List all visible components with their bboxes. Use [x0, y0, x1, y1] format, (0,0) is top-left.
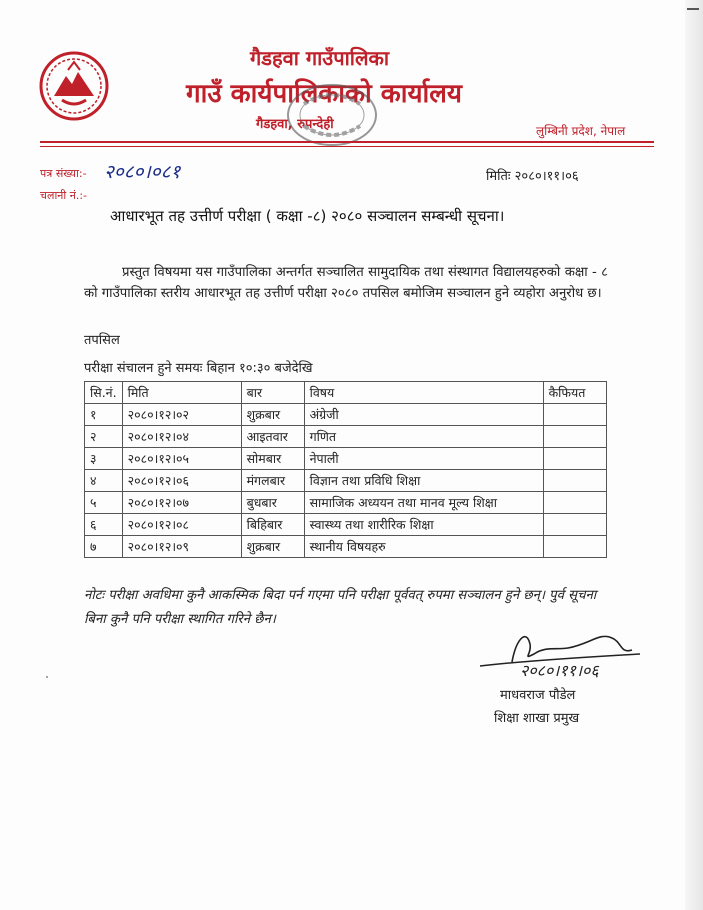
- cell-day: सोमबार: [241, 448, 304, 470]
- cell-serial: ६: [85, 514, 123, 536]
- cell-subject: स्वास्थ्य तथा शारीरिक शिक्षा: [304, 514, 543, 536]
- signatory-name: माधवराज पौडेल: [500, 688, 576, 703]
- cell-subject: गणित: [304, 426, 543, 448]
- cell-remarks: [543, 448, 606, 470]
- province-name: लुम्बिनी प्रदेश, नेपाल: [536, 124, 626, 138]
- col-date: मिति: [122, 382, 241, 404]
- cell-date: २०८०।१२।०२: [122, 404, 241, 426]
- cell-serial: ३: [85, 448, 123, 470]
- table-row: [85, 448, 607, 470]
- cell-date: २०८०।१२।०९: [122, 536, 241, 558]
- cell-subject: विज्ञान तथा प्रविधि शिक्षा: [304, 470, 543, 492]
- cell-date: २०८०।१२।०६: [122, 470, 241, 492]
- header-rule: [40, 141, 654, 143]
- letter-subject: आधारभूत तह उत्तीर्ण परीक्षा ( कक्षा -८) २०८० सञ्चालन सम्बन्धी सूचना।: [110, 207, 505, 225]
- table-row: [85, 470, 607, 492]
- cell-day: बुधबार: [241, 492, 304, 514]
- cell-remarks: [543, 492, 606, 514]
- col-remarks: कैफियत: [543, 382, 606, 404]
- scan-speck: [46, 676, 48, 678]
- header-rule-thin: [40, 146, 654, 147]
- cell-remarks: [543, 536, 606, 558]
- reference-label: पत्र संख्या:-: [40, 167, 87, 180]
- cell-day: शुक्रबार: [241, 404, 304, 426]
- cell-serial: ५: [85, 492, 123, 514]
- details-heading: तपसिल: [84, 333, 120, 348]
- cell-date: २०८०।१२।०५: [122, 448, 241, 470]
- table-row: [85, 426, 607, 448]
- table-header-row: [85, 382, 607, 404]
- table-row: [85, 514, 607, 536]
- col-serial: सि.नं.: [85, 382, 123, 404]
- dispatch-label: चलानी नं.:-: [40, 189, 88, 202]
- cell-day: शुक्रबार: [241, 536, 304, 558]
- cell-subject: नेपाली: [304, 448, 543, 470]
- notice-note: नोटः परीक्षा अवधिमा कुनै आकस्मिक बिदा पर्न गएमा पनि परीक्षा पूर्ववत् रुपमा सञ्चालन हुने छन्। पुर्व सूचना बिना कुनै पनि परीक्षा स्थागित गरिने छैन।: [84, 588, 597, 627]
- cell-subject: अंग्रेजी: [304, 404, 543, 426]
- signature-icon: [472, 610, 652, 690]
- office-stamp-icon: [282, 80, 382, 150]
- nepal-emblem-icon: [38, 50, 110, 122]
- col-subject: विषय: [304, 382, 543, 404]
- cell-remarks: [543, 470, 606, 492]
- municipality-name: गैडहवा गाउँपालिका: [250, 46, 390, 70]
- cell-date: २०८०।१२।०८: [122, 514, 241, 536]
- cell-date: २०८०।१२।०४: [122, 426, 241, 448]
- scan-mark: [687, 8, 699, 10]
- scan-edge: [685, 0, 703, 910]
- cell-serial: २: [85, 426, 123, 448]
- table-row: [85, 492, 607, 514]
- signatory-position: शिक्षा शाखा प्रमुख: [494, 711, 580, 726]
- exam-schedule-table: [84, 381, 607, 558]
- cell-serial: ७: [85, 536, 123, 558]
- cell-day: मंगलबार: [241, 470, 304, 492]
- cell-date: २०८०।१२।०७: [122, 492, 241, 514]
- cell-day: बिहिबार: [241, 514, 304, 536]
- cell-day: आइतवार: [241, 426, 304, 448]
- cell-remarks: [543, 404, 606, 426]
- letter-date: मितिः २०८०।११।०६: [486, 169, 579, 184]
- body-paragraph: प्रस्तुत विषयमा यस गाउँपालिका अन्तर्गत सञ्चालित सामुदायिक तथा संस्थागत विद्यालयहरुको कक्षा - ८ को गाउँपालिका स्तरीय आधारभूत तह उत्तीर्ण परीक्षा २०८० तपसिल बमोजिम सञ्चालन हुने व्यहोरा अनुरोध छ।: [84, 265, 608, 301]
- col-day: बार: [241, 382, 304, 404]
- cell-remarks: [543, 426, 606, 448]
- cell-subject: स्थानीय विषयहरु: [304, 536, 543, 558]
- cell-subject: सामाजिक अध्ययन तथा मानव मूल्य शिक्षा: [304, 492, 543, 514]
- signature-date: २०८०।११।०६: [520, 661, 599, 680]
- office-name: गाउँ कार्यपालिकाको कार्यालय: [186, 79, 462, 109]
- reference-number: २०८०।०८१: [104, 161, 181, 183]
- cell-serial: १: [85, 404, 123, 426]
- cell-serial: ४: [85, 470, 123, 492]
- cell-remarks: [543, 514, 606, 536]
- table-row: [85, 404, 607, 426]
- exam-time: परीक्षा संचालन हुने समयः बिहान १०:३० बजेदेखि: [84, 361, 313, 376]
- office-address: गैडहवा, रुपन्देही: [256, 117, 334, 132]
- table-row: [85, 536, 607, 558]
